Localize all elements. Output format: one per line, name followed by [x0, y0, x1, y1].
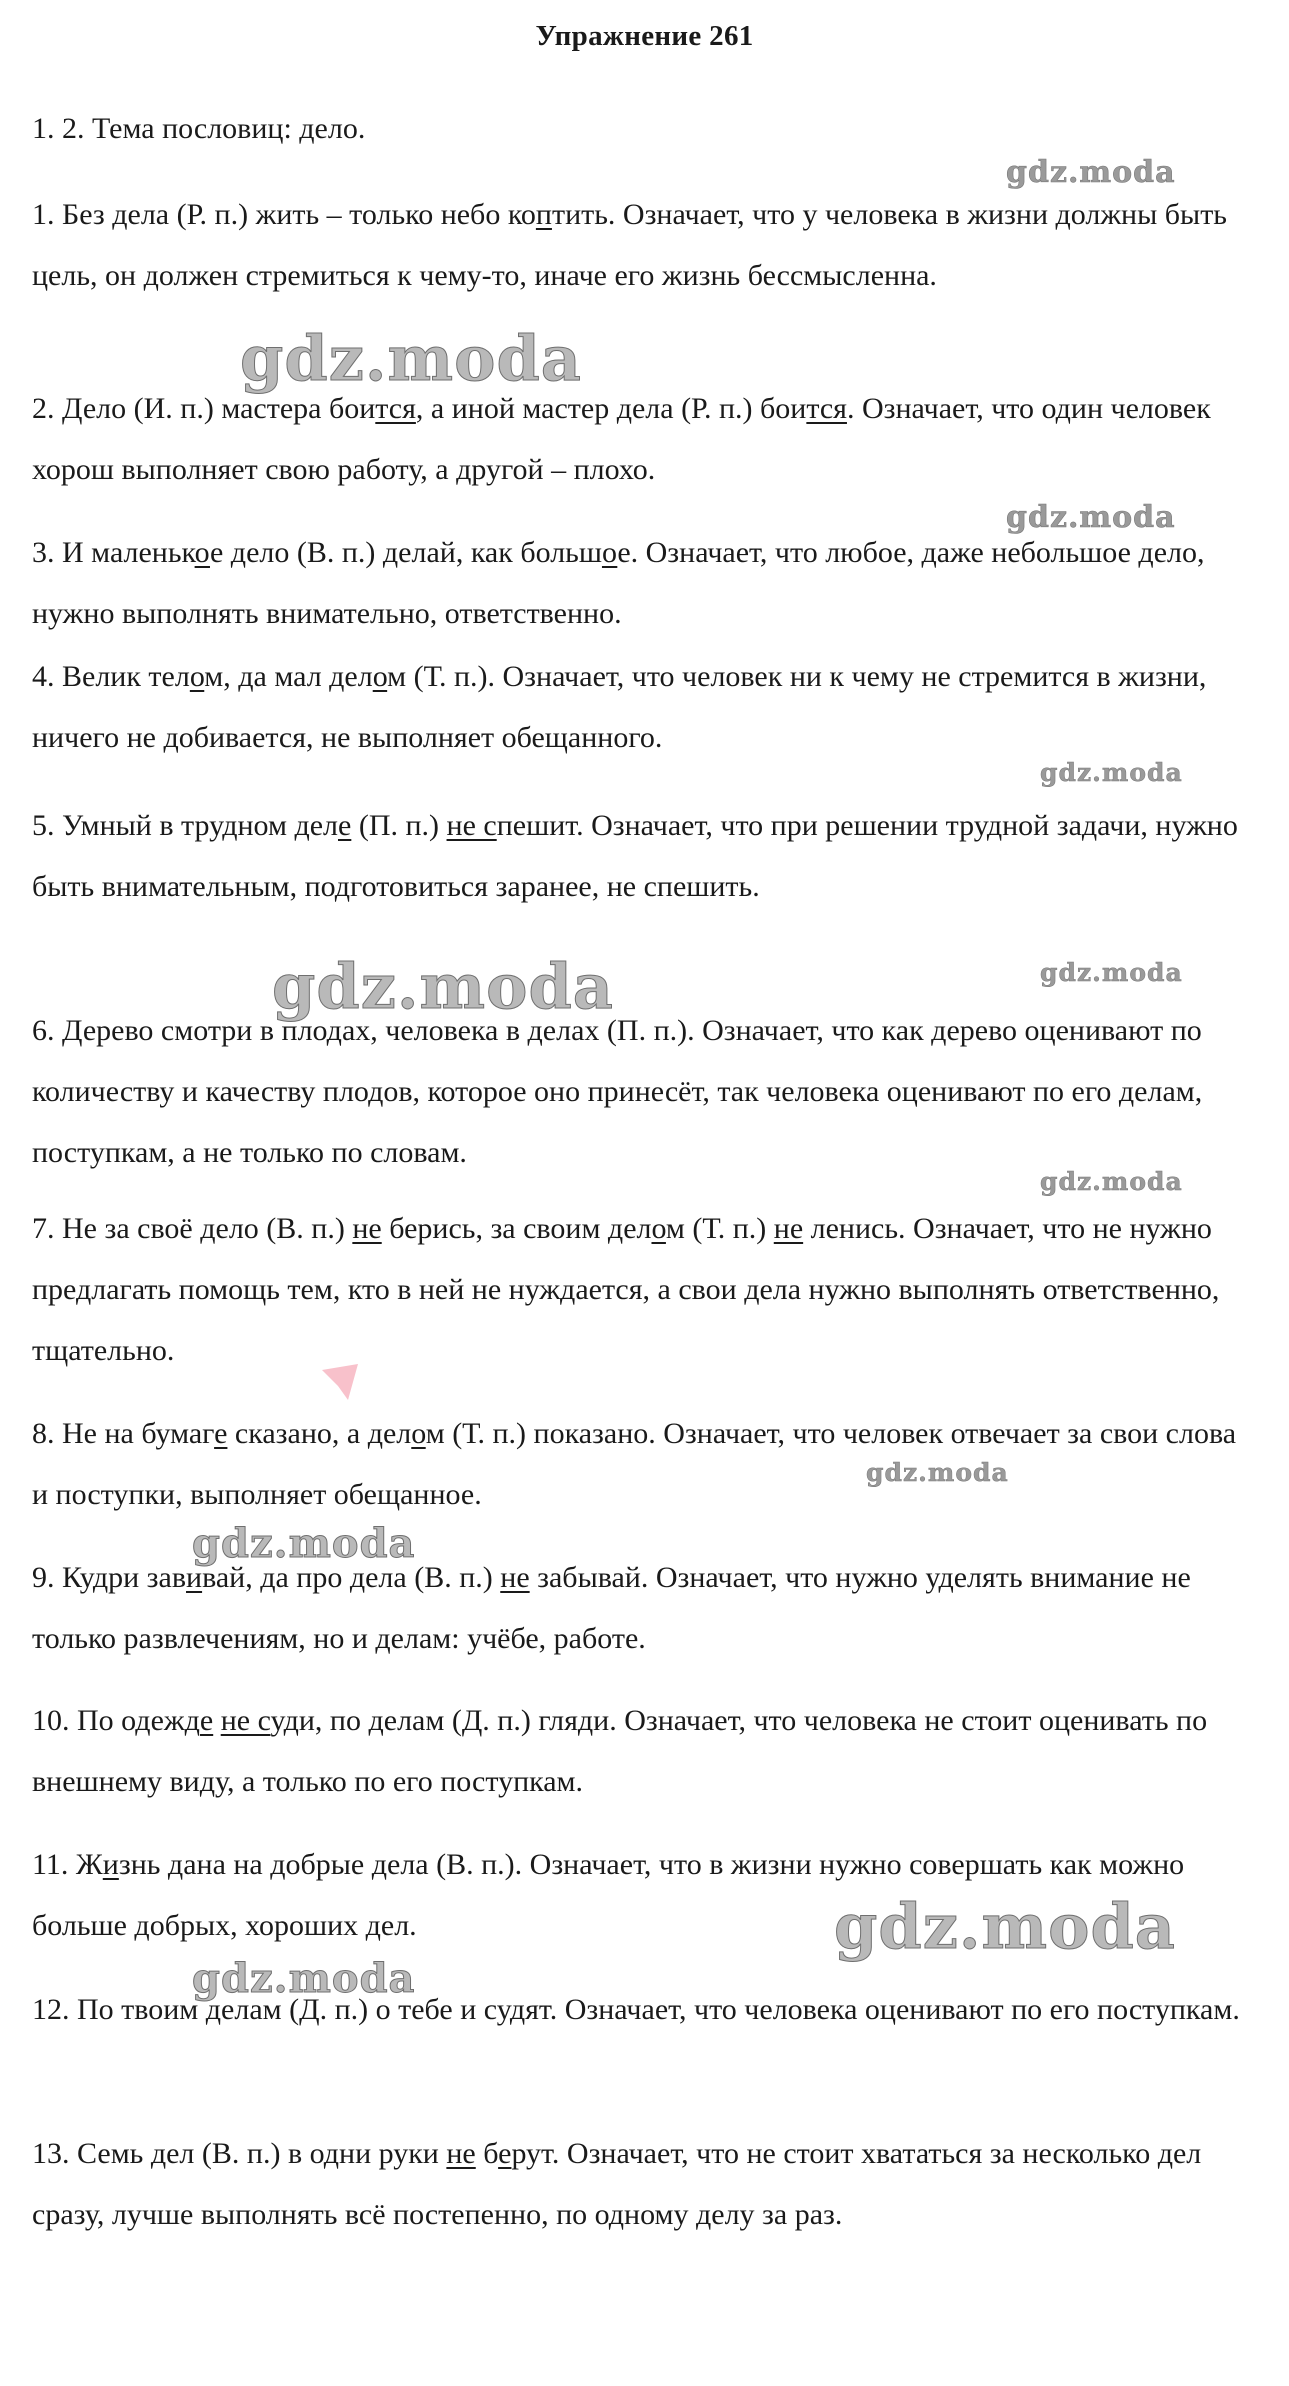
text-segment: рут. Означает, что не стоит хвататься за несколько дел сразу, лучше выполнять всё постепенно, по одному делу за раз.	[32, 2137, 1202, 2231]
underlined-orthogram: не с	[446, 809, 497, 842]
proverb-item-7	[32, 1198, 1252, 1381]
underlined-orthogram: о	[651, 1212, 666, 1245]
underlined-orthogram: е	[199, 1704, 214, 1737]
proverb-item-1	[32, 184, 1252, 306]
underlined-orthogram: е	[498, 2137, 512, 2170]
text-segment: сказано, а дел	[227, 1417, 412, 1450]
watermark: gdz.moda	[866, 1458, 1009, 1487]
exercise-title: Упражнение 261	[535, 20, 754, 52]
text-segment: 6. Дерево смотри в плодах, человека в делах (П. п.). Означает, что как дерево оценивают по количеству и качеству плодов, которое оно принесёт, так человека оценивают по его делам, поступкам, а не только по словам.	[32, 1014, 1203, 1169]
text-segment: берись, за своим дел	[381, 1212, 652, 1245]
text-segment: е. Означает, что любое, даже небольшое дело, нужно выполнять внимательно, ответственно.	[32, 536, 1205, 630]
underlined-orthogram: е	[338, 809, 352, 842]
watermark: gdz.moda	[1006, 155, 1176, 190]
underlined-orthogram: о	[189, 660, 205, 693]
watermark: gdz.moda	[1040, 958, 1183, 987]
underlined-orthogram: тся	[375, 392, 416, 425]
underlined-orthogram: о	[601, 536, 618, 569]
text-segment: 12. По твоим делам (Д. п.) о тебе и судят. Означает, что человека оценивают по его поступкам.	[32, 1993, 1240, 2026]
underlined-orthogram: п	[535, 198, 552, 231]
text-segment: тить. Означает, что у человека в жизни должны быть цель, он должен стремиться к чему-то, иначе его жизнь бессмысленна.	[32, 198, 1227, 292]
text-segment: уди, по делам (Д. п.) гляди. Означает, что человека не стоит оценивать по внешнему виду, а только по его поступкам.	[32, 1704, 1208, 1798]
text-segment: м (Т. п.). Означает, что человек ни к чему не стремится в жизни, ничего не добивается, не выполняет обещанного.	[32, 660, 1207, 754]
text-segment: знь дана на добрые дела (В. п.). Означает, что в жизни нужно совершать как можно больше добрых, хороших дел.	[32, 1848, 1185, 1942]
text-segment: 8. Не на бумаг	[32, 1417, 215, 1450]
text-segment: вай, да про дела (В. п.)	[202, 1561, 501, 1594]
proverb-item-12	[32, 1979, 1252, 2040]
text-segment: пешит. Означает, что при решении трудной задачи, нужно быть внимательным, подготовиться заранее, не спешить.	[32, 809, 1238, 903]
text-segment: 9. Кудри зав	[32, 1561, 187, 1594]
text-segment: 4. Велик тел	[32, 660, 190, 693]
text-segment: 1. Без дела (Р. п.) жить – только небо ко	[32, 198, 536, 231]
text-segment	[213, 1704, 221, 1737]
underlined-orthogram: тся	[806, 392, 847, 425]
intro-line: 1. 2. Тема пословиц: дело.	[32, 112, 366, 145]
underlined-orthogram: о	[411, 1417, 426, 1450]
proverb-item-3	[32, 522, 1252, 644]
watermark: gdz.moda	[1006, 500, 1176, 535]
text-segment: , а иной мастер дела (Р. п.) бои	[415, 392, 807, 425]
text-segment: 3. И маленьк	[32, 536, 195, 569]
text-segment: ленись. Означает, что не нужно предлагать помощь тем, кто в ней не нуждается, а свои дела нужно выполнять ответственно, тщательно.	[32, 1212, 1220, 1367]
proverb-item-9	[32, 1547, 1252, 1669]
underlined-orthogram: не	[500, 1561, 530, 1594]
proverb-item-11	[32, 1834, 1252, 1956]
watermark: gdz.moda	[192, 1955, 416, 2002]
proverb-item-10	[32, 1690, 1252, 1812]
underlined-orthogram: и	[186, 1561, 203, 1594]
text-segment: . Означает, что один человек хорош выполняет свою работу, а другой – плохо.	[32, 392, 1211, 486]
underlined-orthogram: не	[352, 1212, 382, 1245]
text-segment: м (Т. п.)	[665, 1212, 774, 1245]
text-segment: м, да мал дел	[204, 660, 373, 693]
text-segment: 13. Семь дел (В. п.) в одни руки	[32, 2137, 447, 2170]
text-segment: м (Т. п.) показано. Означает, что человек отвечает за свои слова и поступки, выполняет обещанное.	[32, 1417, 1237, 1511]
underlined-orthogram: о	[372, 660, 388, 693]
watermark: gdz.moda	[272, 950, 614, 1023]
underlined-orthogram: не	[446, 2137, 476, 2170]
text-segment: 7. Не за своё дело (В. п.)	[32, 1212, 353, 1245]
proverb-item-4	[32, 646, 1252, 768]
proverb-item-8	[32, 1403, 1252, 1525]
underlined-orthogram: не	[773, 1212, 804, 1245]
watermark: gdz.moda	[834, 1890, 1176, 1963]
text-segment: е дело (В. п.) делай, как больш	[209, 536, 602, 569]
text-segment: 2. Дело (И. п.) мастера бои	[32, 392, 376, 425]
proverb-item-5	[32, 795, 1252, 917]
underlined-orthogram: о	[194, 536, 210, 569]
underlined-orthogram: е	[214, 1417, 228, 1450]
proverb-item-13	[32, 2123, 1252, 2245]
watermark: gdz.moda	[192, 1520, 416, 1567]
proverb-item-6	[32, 1000, 1252, 1183]
underlined-orthogram: не с	[220, 1704, 271, 1737]
watermark: gdz.moda	[1040, 1167, 1183, 1196]
watermark: gdz.moda	[240, 322, 582, 395]
text-segment: (П. п.)	[351, 809, 447, 842]
text-segment: 11. Ж	[32, 1848, 103, 1881]
watermark: gdz.moda	[1040, 758, 1183, 787]
text-segment: забывай. Означает, что нужно уделять внимание не только развлечениям, но и делам: учёбе, работе.	[32, 1561, 1191, 1655]
underlined-orthogram: и	[102, 1848, 119, 1881]
proverb-item-2	[32, 378, 1252, 500]
text-segment: 5. Умный в трудном дел	[32, 809, 338, 842]
text-segment: 10. По одежд	[32, 1704, 200, 1737]
text-segment: б	[475, 2137, 499, 2170]
